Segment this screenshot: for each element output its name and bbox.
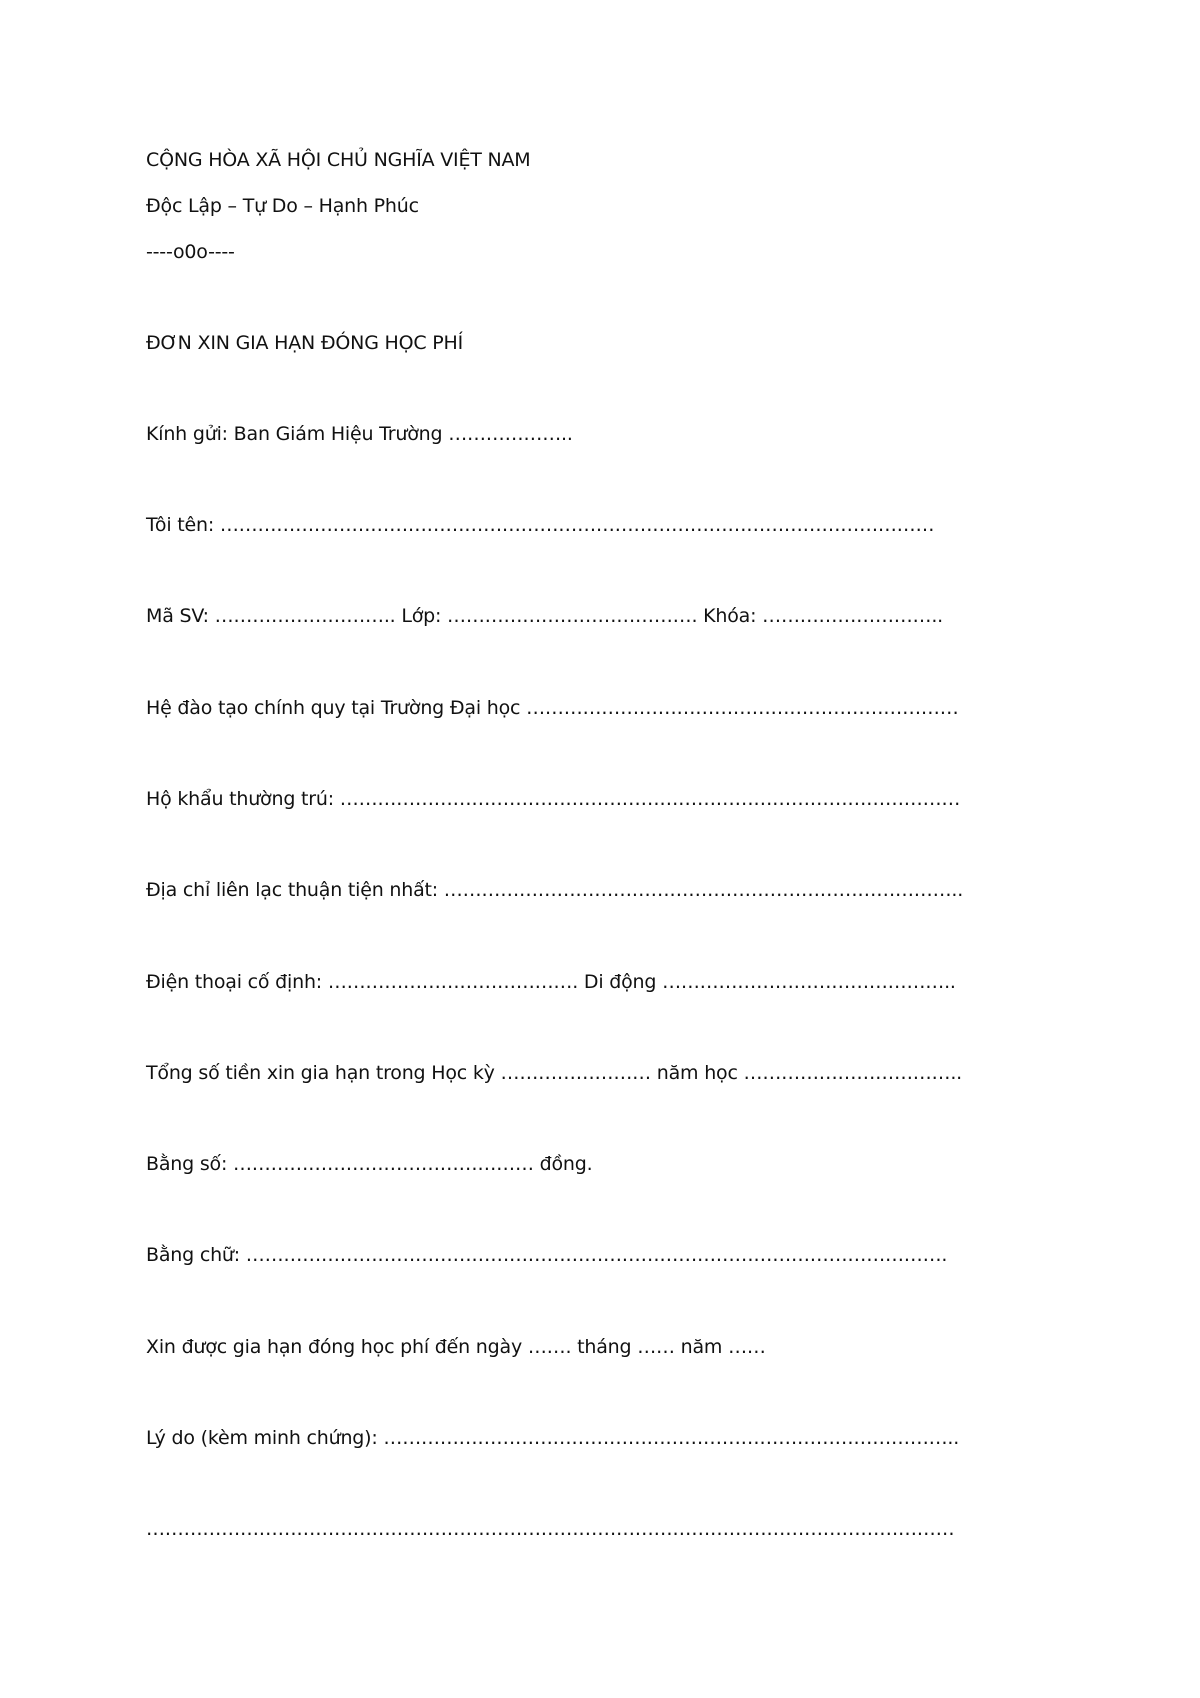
name-line: Tôi tên: ……………………………………………………………………………………………………	[146, 514, 935, 536]
phone-line: Điện thoại cố định: …………………………………. Di động ………………………………………..	[146, 971, 956, 993]
motto-header: Độc Lập – Tự Do – Hạnh Phúc	[146, 195, 419, 217]
header-separator: ----o0o----	[146, 241, 235, 263]
student-info-line: Mã SV: ……………………….. Lớp: …………………………………. Khóa: ………………………..	[146, 605, 944, 627]
amount-number-line: Bằng số: ………………………………………… đồng.	[146, 1153, 593, 1175]
reason-continuation-line: …………………………………………………………………………………………………………………	[146, 1518, 955, 1540]
amount-words-line: Bằng chữ: ………………………………………………………………………………………………….	[146, 1244, 948, 1266]
permanent-address-line: Hộ khẩu thường trú: ………………………………………………………………………………………	[146, 788, 961, 810]
reason-line: Lý do (kèm minh chứng): ………………………………………………………………………………..	[146, 1427, 960, 1449]
program-line: Hệ đào tạo chính quy tại Trường Đại học ……………………………………………………………	[146, 697, 959, 719]
document-title: ĐƠN XIN GIA HẠN ĐÓNG HỌC PHÍ	[146, 332, 464, 354]
recipient-line: Kính gửi: Ban Giám Hiệu Trường ………………..	[146, 423, 573, 445]
deadline-line: Xin được gia hạn đóng học phí đến ngày ……. tháng …… năm ……	[146, 1336, 766, 1358]
amount-term-line: Tổng số tiền xin gia hạn trong Học kỳ …………………… năm học ……………………………..	[146, 1062, 963, 1084]
country-header: CỘNG HÒA XÃ HỘI CHỦ NGHĨA VIỆT NAM	[146, 149, 531, 171]
contact-address-line: Địa chỉ liên lạc thuận tiện nhất: ………………………………………………………………………..	[146, 879, 964, 901]
